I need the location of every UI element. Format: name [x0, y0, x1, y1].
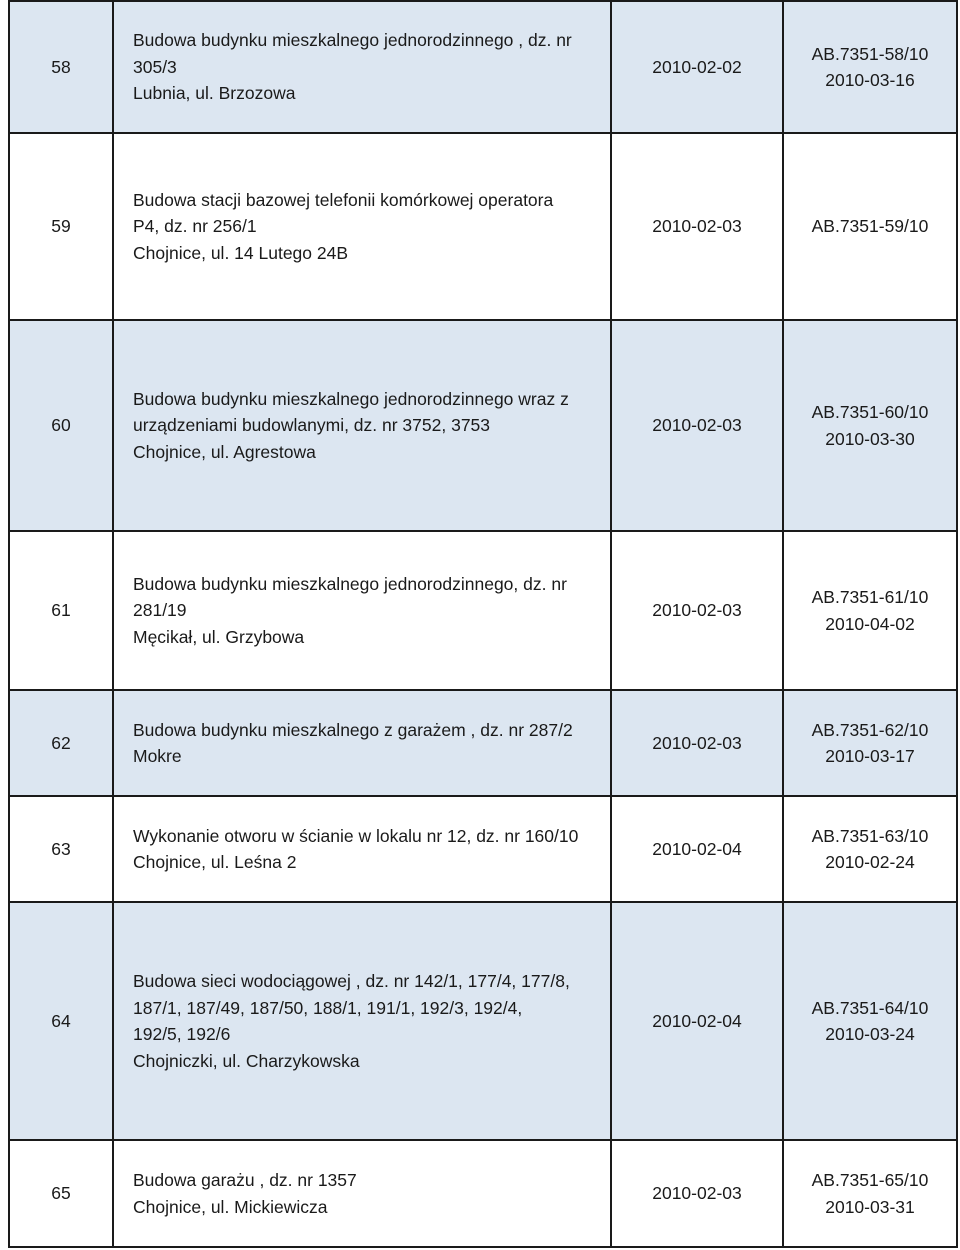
- case-reference: [783, 690, 957, 796]
- description-line: Męcikał, ul. Grzybowa: [133, 626, 305, 647]
- description-line: 305/3: [133, 56, 177, 77]
- case-reference: [783, 320, 957, 531]
- row-number: 58: [9, 1, 113, 133]
- description-line: Chojnice, ul. 14 Lutego 24B: [133, 242, 349, 263]
- project-description: [113, 902, 611, 1140]
- table-row: [9, 796, 957, 902]
- description-line: Chojnice, ul. Mickiewicza: [133, 1196, 328, 1217]
- description-line: Budowa sieci wodociągowej , dz. nr 142/1, 177/4, 177/8,: [133, 971, 570, 991]
- application-date: 2010-02-03: [611, 690, 783, 796]
- case-number: AB.7351-62/10: [811, 719, 929, 740]
- case-number: AB.7351-65/10: [811, 1170, 929, 1190]
- row-number: 62: [9, 690, 113, 796]
- description-line: Budowa budynku mieszkalnego jednorodzinnego , dz. nr: [133, 30, 572, 51]
- description-line: 187/1, 187/49, 187/50, 188/1, 191/1, 192/3, 192/4,: [133, 997, 523, 1018]
- project-description: [113, 320, 611, 531]
- application-date: 2010-02-02: [611, 1, 783, 133]
- case-reference: [783, 531, 957, 690]
- case-reference: [783, 1, 957, 133]
- case-reference: [783, 1140, 957, 1247]
- row-number: 59: [9, 133, 113, 320]
- case-number: AB.7351-64/10: [811, 997, 929, 1018]
- description-line: Budowa garażu , dz. nr 1357: [133, 1170, 357, 1190]
- row-number: 63: [9, 796, 113, 902]
- project-description: [113, 796, 611, 902]
- decision-date: 2010-02-24: [825, 852, 915, 872]
- description-line: Budowa budynku mieszkalnego jednorodzinnego, dz. nr: [133, 573, 567, 594]
- description-line: urządzeniami budowlanymi, dz. nr 3752, 3753: [133, 415, 491, 436]
- table-row: [9, 320, 957, 531]
- table-row: [9, 902, 957, 1140]
- application-date: 2010-02-03: [611, 1140, 783, 1247]
- case-reference: [783, 902, 957, 1140]
- table-row: [9, 531, 957, 690]
- application-date: 2010-02-04: [611, 902, 783, 1140]
- description-line: Lubnia, ul. Brzozowa: [133, 83, 296, 104]
- case-number: AB.7351-58/10: [811, 43, 929, 64]
- application-date: 2010-02-03: [611, 320, 783, 531]
- case-reference: [783, 796, 957, 902]
- description-line: Wykonanie otworu w ścianie w lokalu nr 12, dz. nr 160/10: [133, 825, 579, 846]
- project-description: [113, 1, 611, 133]
- case-reference: [783, 133, 957, 320]
- row-number: 65: [9, 1140, 113, 1247]
- application-date: 2010-02-03: [611, 133, 783, 320]
- description-line: Chojniczki, ul. Charzykowska: [133, 1050, 360, 1071]
- description-line: Budowa stacji bazowej telefonii komórkowej operatora: [133, 189, 554, 210]
- permit-register-body: [9, 1, 957, 1247]
- decision-date: 2010-03-31: [825, 1196, 915, 1217]
- row-number: 61: [9, 531, 113, 690]
- application-date: 2010-02-04: [611, 796, 783, 902]
- project-description: [113, 133, 611, 320]
- project-description: [113, 531, 611, 690]
- row-number: 60: [9, 320, 113, 531]
- decision-date: 2010-03-17: [825, 746, 915, 766]
- row-number: 64: [9, 902, 113, 1140]
- description-line: Chojnice, ul. Agrestowa: [133, 441, 316, 462]
- application-date: 2010-02-03: [611, 531, 783, 690]
- project-description: [113, 690, 611, 796]
- project-description: [113, 1140, 611, 1247]
- case-number: AB.7351-59/10: [811, 216, 929, 237]
- table-row: [9, 1140, 957, 1247]
- description-line: 281/19: [133, 600, 187, 621]
- description-line: Budowa budynku mieszkalnego z garażem , dz. nr 287/2: [133, 719, 573, 740]
- description-line: Chojnice, ul. Leśna 2: [133, 852, 297, 872]
- case-number: AB.7351-61/10: [811, 587, 929, 607]
- table-row: [9, 133, 957, 320]
- decision-date: 2010-03-30: [825, 428, 915, 449]
- description-line: Budowa budynku mieszkalnego jednorodzinnego wraz z: [133, 388, 569, 409]
- case-number: AB.7351-63/10: [811, 825, 929, 846]
- decision-date: 2010-03-16: [825, 70, 915, 90]
- case-number: AB.7351-60/10: [811, 402, 929, 422]
- decision-date: 2010-03-24: [825, 1024, 915, 1044]
- description-line: Mokre: [133, 746, 182, 766]
- permit-register-table: [8, 0, 958, 1248]
- table-row: [9, 690, 957, 796]
- table-row: [9, 1, 957, 133]
- description-line: P4, dz. nr 256/1: [133, 216, 257, 237]
- description-line: 192/5, 192/6: [133, 1024, 231, 1044]
- decision-date: 2010-04-02: [825, 613, 915, 634]
